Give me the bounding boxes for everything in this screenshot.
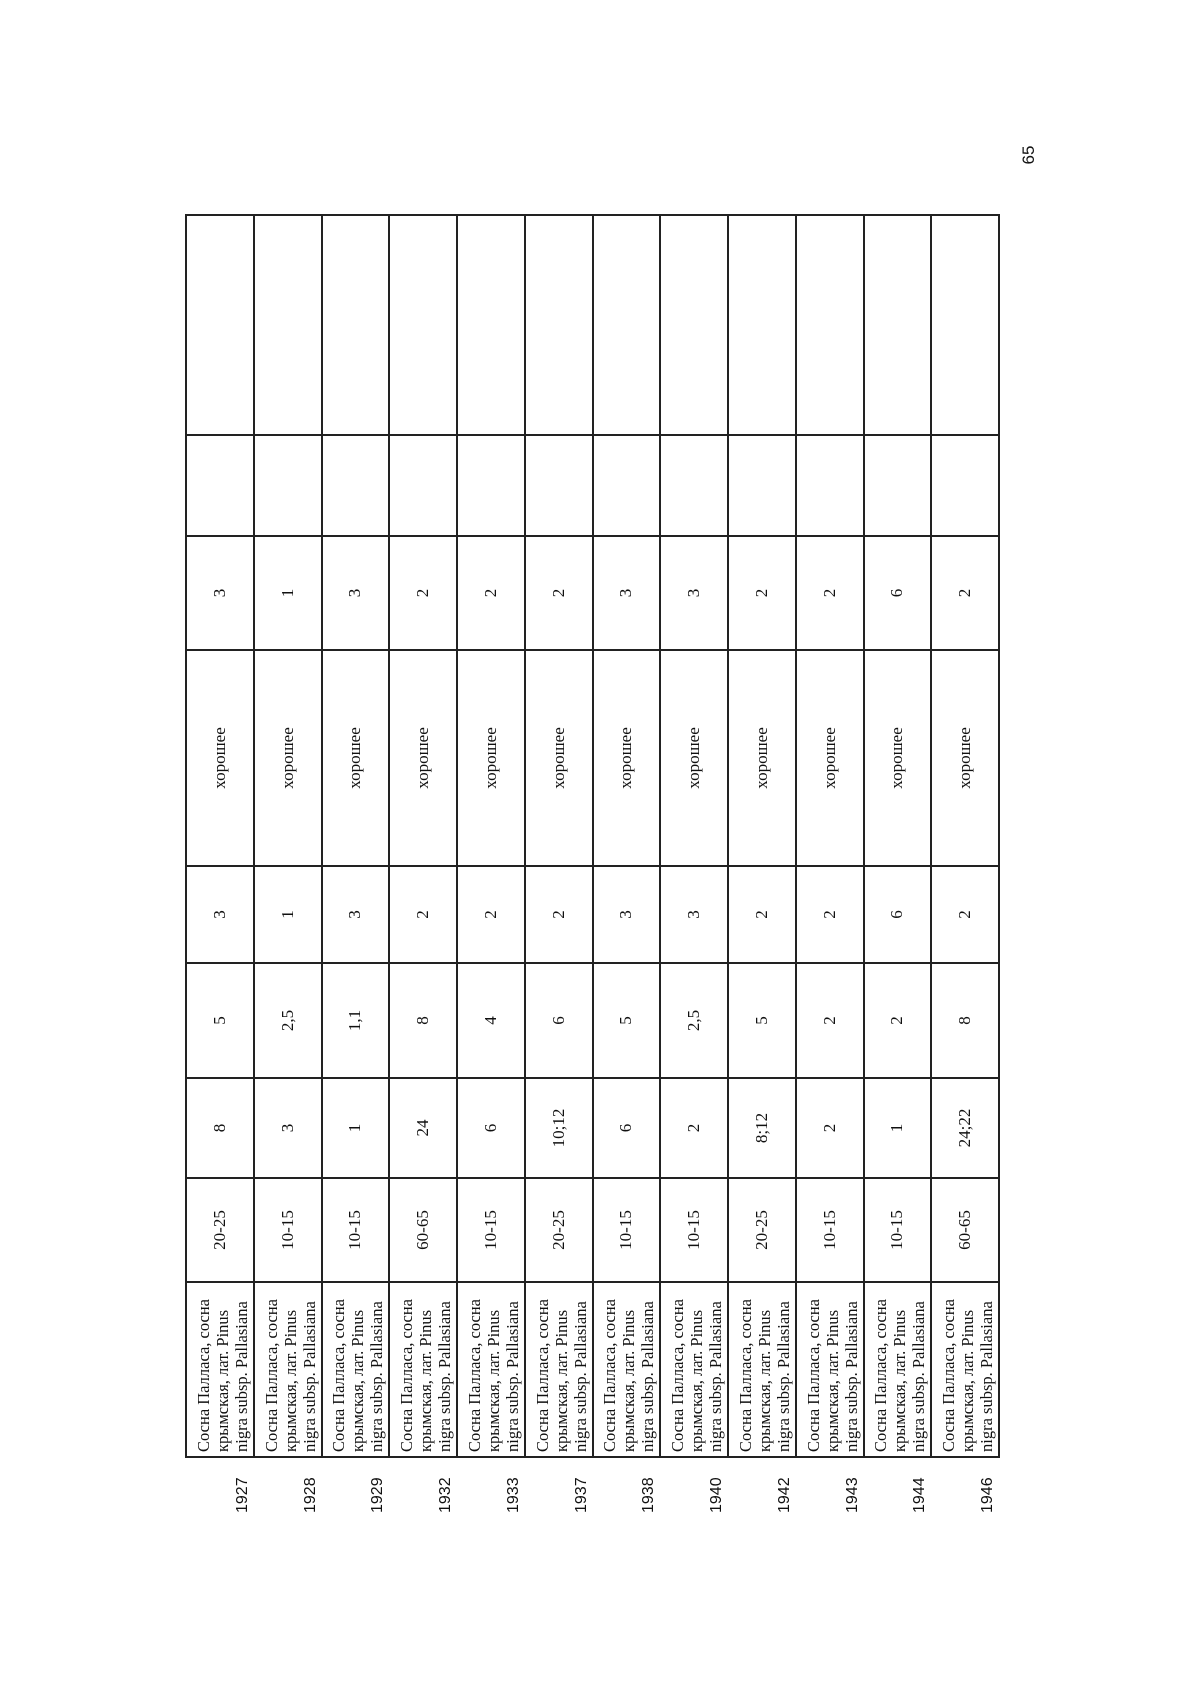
- value-cell-c6: 3: [593, 536, 661, 650]
- table-row: [322, 215, 390, 1515]
- value-cell-c7: [660, 435, 728, 536]
- species-cell: [931, 1282, 999, 1457]
- value-cell-c7: [457, 435, 525, 536]
- table-row: [864, 215, 932, 1515]
- year-cell: 1940: [660, 1457, 728, 1515]
- value-cell-c6: 3: [186, 536, 254, 650]
- value-cell-c4: 2: [728, 866, 796, 963]
- value-cell-c1: 60-65: [931, 1178, 999, 1282]
- species-cell: [593, 1282, 661, 1457]
- value-cell-c8: [389, 215, 457, 435]
- value-cell-c4: 2: [796, 866, 864, 963]
- value-cell-c2: 1: [322, 1078, 390, 1178]
- species-cell: [389, 1282, 457, 1457]
- species-line: Сосна Палласа, сосна: [939, 1298, 959, 1452]
- value-cell-c4: 2: [525, 866, 593, 963]
- value-cell-c3: 1,1: [322, 963, 390, 1078]
- value-cell-c3: 5: [728, 963, 796, 1078]
- value-cell-c7: [254, 435, 322, 536]
- value-cell-c7: [931, 435, 999, 536]
- value-cell-c4: 3: [186, 866, 254, 963]
- species-line: Сосна Палласа, сосна: [261, 1298, 281, 1452]
- year-cell: 1927: [186, 1457, 254, 1515]
- species-line: Сосна Палласа, сосна: [668, 1298, 688, 1452]
- year-cell: 1938: [593, 1457, 661, 1515]
- value-cell-c4: 2: [931, 866, 999, 963]
- value-cell-c6: 6: [864, 536, 932, 650]
- value-cell-c2: 24: [389, 1078, 457, 1178]
- value-cell-c8: [931, 215, 999, 435]
- value-cell-c6: 3: [322, 536, 390, 650]
- value-cell-c1: 10-15: [457, 1178, 525, 1282]
- table-row: [593, 215, 661, 1515]
- value-cell-c7: [864, 435, 932, 536]
- value-cell-c1: 10-15: [796, 1178, 864, 1282]
- year-cell: 1933: [457, 1457, 525, 1515]
- species-line: Сосна Палласа, сосна: [397, 1298, 417, 1452]
- value-cell-c1: 20-25: [525, 1178, 593, 1282]
- species-line: крымская, лат. Pinus: [416, 1309, 436, 1452]
- value-cell-c3: 2,5: [254, 963, 322, 1078]
- value-cell-c1: 10-15: [322, 1178, 390, 1282]
- value-cell-c4: 2: [457, 866, 525, 963]
- value-cell-c3: 8: [389, 963, 457, 1078]
- value-cell-c5: хорошее: [322, 650, 390, 866]
- value-cell-c3: 2: [864, 963, 932, 1078]
- tree-inventory-table: [185, 214, 1000, 1515]
- value-cell-c2: 8;12: [728, 1078, 796, 1178]
- value-cell-c5: хорошее: [593, 650, 661, 866]
- species-line: Сосна Палласа, сосна: [803, 1298, 823, 1452]
- species-cell: [864, 1282, 932, 1457]
- species-cell: [728, 1282, 796, 1457]
- species-line: nigra subsp. Pallasiana: [231, 1301, 251, 1452]
- value-cell-c5: хорошее: [389, 650, 457, 866]
- value-cell-c8: [186, 215, 254, 435]
- species-line: nigra subsp. Pallasiana: [502, 1301, 522, 1452]
- year-cell: 1944: [864, 1457, 932, 1515]
- value-cell-c4: 3: [322, 866, 390, 963]
- rotated-table-content: [185, 215, 1000, 1515]
- value-cell-c6: 2: [525, 536, 593, 650]
- table-row: [457, 215, 525, 1515]
- table-row: [186, 215, 254, 1515]
- value-cell-c2: 6: [593, 1078, 661, 1178]
- value-cell-c2: 10;12: [525, 1078, 593, 1178]
- value-cell-c5: хорошее: [931, 650, 999, 866]
- value-cell-c8: [796, 215, 864, 435]
- year-cell: 1937: [525, 1457, 593, 1515]
- species-line: крымская, лат. Pinus: [483, 1309, 503, 1452]
- value-cell-c4: 1: [254, 866, 322, 963]
- value-cell-c5: хорошее: [864, 650, 932, 866]
- value-cell-c1: 10-15: [593, 1178, 661, 1282]
- year-cell: 1942: [728, 1457, 796, 1515]
- value-cell-c5: хорошее: [254, 650, 322, 866]
- value-cell-c7: [389, 435, 457, 536]
- species-line: Сосна Палласа, сосна: [735, 1298, 755, 1452]
- value-cell-c7: [728, 435, 796, 536]
- value-cell-c7: [322, 435, 390, 536]
- species-line: Сосна Палласа, сосна: [193, 1298, 213, 1452]
- value-cell-c8: [728, 215, 796, 435]
- species-line: nigra subsp. Pallasiana: [773, 1301, 793, 1452]
- value-cell-c6: 2: [728, 536, 796, 650]
- table-row: [525, 215, 593, 1515]
- species-line: nigra subsp. Pallasiana: [977, 1301, 997, 1452]
- species-line: nigra subsp. Pallasiana: [367, 1301, 387, 1452]
- value-cell-c2: 24;22: [931, 1078, 999, 1178]
- species-line: крымская, лат. Pinus: [212, 1309, 232, 1452]
- table-row: [389, 215, 457, 1515]
- year-cell: 1932: [389, 1457, 457, 1515]
- species-line: nigra subsp. Pallasiana: [638, 1301, 658, 1452]
- year-cell: 1946: [931, 1457, 999, 1515]
- species-line: Сосна Палласа, сосна: [871, 1298, 891, 1452]
- year-cell: 1929: [322, 1457, 390, 1515]
- species-line: крымская, лат. Pinus: [619, 1309, 639, 1452]
- table-row: [931, 215, 999, 1515]
- value-cell-c4: 3: [593, 866, 661, 963]
- species-cell: [322, 1282, 390, 1457]
- rotated-table-frame: [185, 215, 1000, 1515]
- species-line: Сосна Палласа, сосна: [600, 1298, 620, 1452]
- species-line: Сосна Палласа, сосна: [464, 1298, 484, 1452]
- species-cell: [457, 1282, 525, 1457]
- value-cell-c2: 6: [457, 1078, 525, 1178]
- value-cell-c6: 2: [931, 536, 999, 650]
- value-cell-c5: хорошее: [457, 650, 525, 866]
- species-line: крымская, лат. Pinus: [890, 1309, 910, 1452]
- value-cell-c5: хорошее: [728, 650, 796, 866]
- table-row: [254, 215, 322, 1515]
- page-number: 65: [1019, 145, 1038, 165]
- value-cell-c1: 20-25: [186, 1178, 254, 1282]
- species-line: nigra subsp. Pallasiana: [435, 1301, 455, 1452]
- value-cell-c8: [525, 215, 593, 435]
- value-cell-c7: [525, 435, 593, 536]
- species-cell: [254, 1282, 322, 1457]
- value-cell-c3: 4: [457, 963, 525, 1078]
- year-cell: 1943: [796, 1457, 864, 1515]
- value-cell-c7: [796, 435, 864, 536]
- value-cell-c1: 10-15: [660, 1178, 728, 1282]
- value-cell-c4: 6: [864, 866, 932, 963]
- species-cell: [525, 1282, 593, 1457]
- value-cell-c1: 10-15: [864, 1178, 932, 1282]
- species-line: nigra subsp. Pallasiana: [570, 1301, 590, 1452]
- species-line: крымская, лат. Pinus: [822, 1309, 842, 1452]
- value-cell-c3: 5: [593, 963, 661, 1078]
- species-line: крымская, лат. Pinus: [280, 1309, 300, 1452]
- value-cell-c6: 3: [660, 536, 728, 650]
- value-cell-c5: хорошее: [660, 650, 728, 866]
- species-cell: [186, 1282, 254, 1457]
- table-row: [728, 215, 796, 1515]
- species-cell: [660, 1282, 728, 1457]
- species-line: крымская, лат. Pinus: [687, 1309, 707, 1452]
- value-cell-c2: 2: [796, 1078, 864, 1178]
- value-cell-c2: 3: [254, 1078, 322, 1178]
- species-line: Сосна Палласа, сосна: [532, 1298, 552, 1452]
- value-cell-c8: [322, 215, 390, 435]
- value-cell-c8: [660, 215, 728, 435]
- value-cell-c1: 60-65: [389, 1178, 457, 1282]
- table-row: [796, 215, 864, 1515]
- value-cell-c6: 1: [254, 536, 322, 650]
- species-cell: [796, 1282, 864, 1457]
- value-cell-c2: 2: [660, 1078, 728, 1178]
- value-cell-c3: 8: [931, 963, 999, 1078]
- species-line: nigra subsp. Pallasiana: [706, 1301, 726, 1452]
- species-line: nigra subsp. Pallasiana: [909, 1301, 929, 1452]
- species-line: Сосна Палласа, сосна: [329, 1298, 349, 1452]
- value-cell-c8: [864, 215, 932, 435]
- table-row: [660, 215, 728, 1515]
- value-cell-c7: [593, 435, 661, 536]
- value-cell-c3: 2,5: [660, 963, 728, 1078]
- value-cell-c8: [593, 215, 661, 435]
- value-cell-c7: [186, 435, 254, 536]
- value-cell-c3: 2: [796, 963, 864, 1078]
- species-line: крымская, лат. Pinus: [348, 1309, 368, 1452]
- value-cell-c8: [457, 215, 525, 435]
- value-cell-c6: 2: [457, 536, 525, 650]
- value-cell-c2: 1: [864, 1078, 932, 1178]
- species-line: nigra subsp. Pallasiana: [299, 1301, 319, 1452]
- value-cell-c4: 3: [660, 866, 728, 963]
- value-cell-c1: 20-25: [728, 1178, 796, 1282]
- species-line: крымская, лат. Pinus: [551, 1309, 571, 1452]
- species-line: крымская, лат. Pinus: [958, 1309, 978, 1452]
- value-cell-c5: хорошее: [796, 650, 864, 866]
- value-cell-c5: хорошее: [525, 650, 593, 866]
- value-cell-c8: [254, 215, 322, 435]
- value-cell-c2: 8: [186, 1078, 254, 1178]
- species-line: крымская, лат. Pinus: [754, 1309, 774, 1452]
- value-cell-c1: 10-15: [254, 1178, 322, 1282]
- year-cell: 1928: [254, 1457, 322, 1515]
- species-line: nigra subsp. Pallasiana: [841, 1301, 861, 1452]
- value-cell-c3: 6: [525, 963, 593, 1078]
- value-cell-c3: 5: [186, 963, 254, 1078]
- value-cell-c6: 2: [389, 536, 457, 650]
- value-cell-c6: 2: [796, 536, 864, 650]
- value-cell-c4: 2: [389, 866, 457, 963]
- value-cell-c5: хорошее: [186, 650, 254, 866]
